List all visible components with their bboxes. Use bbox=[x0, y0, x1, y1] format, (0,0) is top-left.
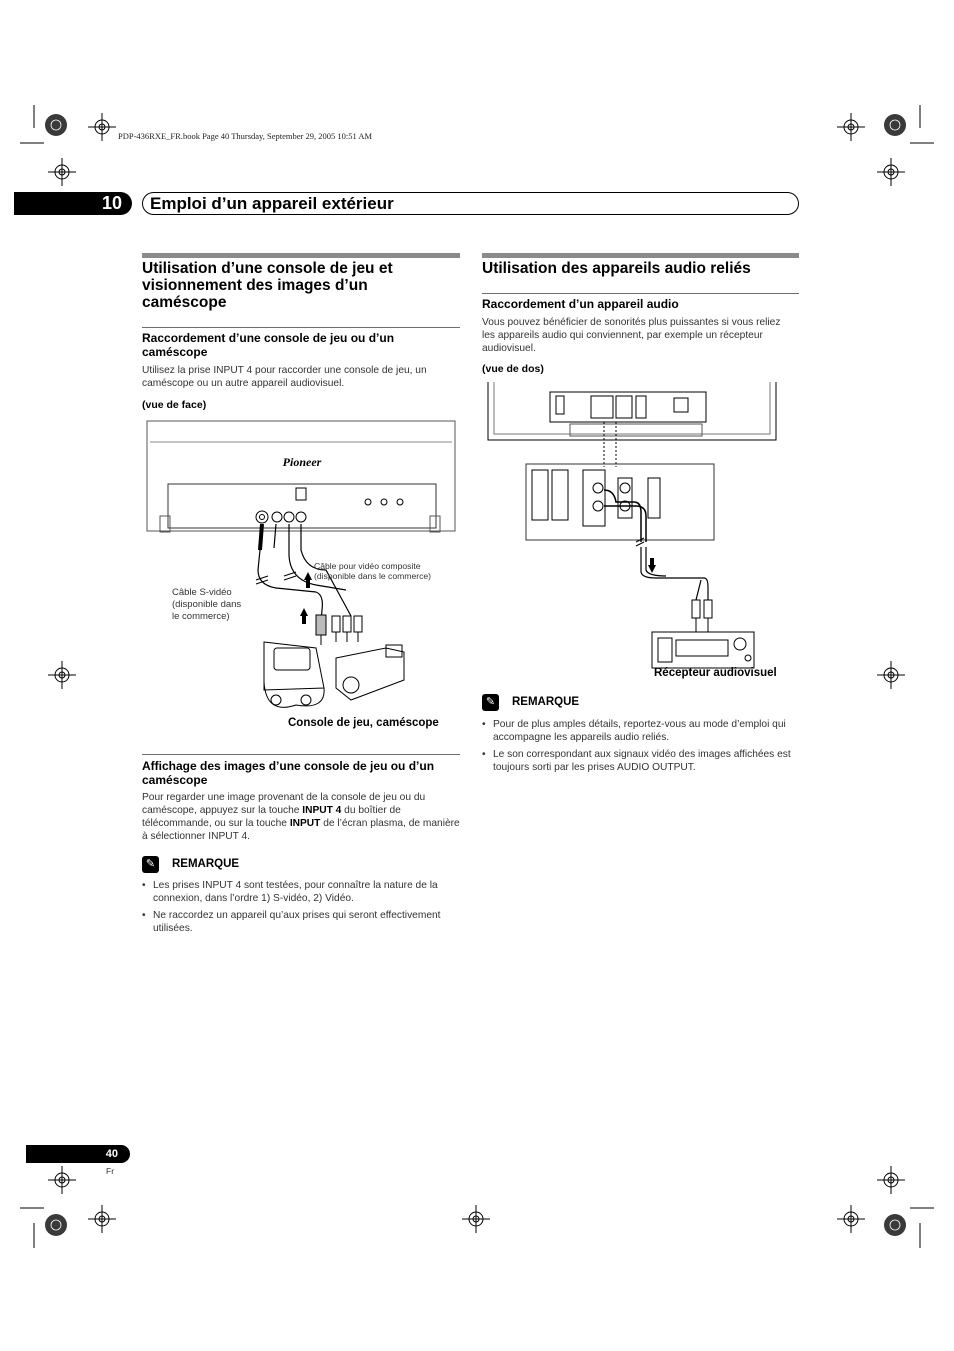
note-label: REMARQUE bbox=[512, 696, 580, 708]
cable-label: Câble pour vidéo composite (disponible dans le commerce) bbox=[314, 561, 432, 581]
crosshair-icon bbox=[877, 158, 905, 186]
section-title: Utilisation des appareils audio reliés bbox=[482, 260, 751, 277]
divider bbox=[142, 327, 460, 328]
list-item: • Pour de plus amples détails, reportez-vous au mode d’emploi qui accompagne les appareils audio reliés. bbox=[482, 718, 799, 744]
page-number: 40 bbox=[26, 1145, 130, 1163]
paragraph: Vous pouvez bénéficier de sonorités plus puissantes si vous reliez les appareils audio qui conviennent, par exemple un récepteur audiovisuel. bbox=[482, 317, 781, 354]
paragraph: Pour regarder une image provenant de la console de jeu ou du caméscope, appuyez sur la touche INPUT 4 du boîtier de télécommande, ou sur la touche INPUT de l’écran plasma, de manière à sélectionner INPUT 4. bbox=[142, 792, 460, 842]
cable-label: Câble S-vidéo (disponible dans le commerce) bbox=[172, 587, 242, 622]
section-bar bbox=[482, 253, 799, 258]
rear-view-diagram bbox=[486, 382, 804, 672]
crosshair-icon bbox=[88, 113, 116, 141]
radial-target-icon bbox=[884, 114, 906, 136]
list-item: • Ne raccordez un appareil qu’aux prises qui seront effectivement utilisées. bbox=[142, 909, 460, 935]
subsection-title: Raccordement d’un appareil audio bbox=[482, 297, 679, 311]
crosshair-icon bbox=[837, 1205, 865, 1233]
chapter-number: 10 bbox=[14, 192, 132, 215]
arrow-up-icon bbox=[304, 572, 312, 588]
divider bbox=[142, 754, 460, 755]
section-bar bbox=[142, 253, 460, 258]
crosshair-icon bbox=[877, 661, 905, 689]
pencil-icon: ✎ bbox=[482, 694, 499, 711]
view-label: (vue de face) bbox=[142, 399, 207, 411]
crosshair-icon bbox=[837, 113, 865, 141]
crosshair-icon bbox=[462, 1205, 490, 1233]
crosshair-icon bbox=[48, 158, 76, 186]
crosshair-icon bbox=[88, 1205, 116, 1233]
brand-logo: Pioneer bbox=[282, 455, 322, 469]
paragraph: Utilisez la prise INPUT 4 pour raccorder une console de jeu, un caméscope ou un autre appareil audiovisuel. bbox=[142, 365, 427, 389]
view-label: (vue de dos) bbox=[482, 363, 544, 375]
subsection-title: Raccordement d’une console de jeu ou d’un caméscope bbox=[142, 331, 395, 359]
device-caption: Récepteur audiovisuel bbox=[654, 667, 777, 679]
arrow-down-icon bbox=[648, 558, 656, 573]
device-caption: Console de jeu, caméscope bbox=[288, 717, 439, 729]
chapter-title: Emploi d’un appareil extérieur bbox=[150, 194, 394, 213]
language-code: Fr bbox=[106, 1166, 115, 1176]
note-list bbox=[482, 718, 799, 778]
arrow-up-icon bbox=[300, 608, 308, 624]
crosshair-icon bbox=[877, 1166, 905, 1194]
subsection-title: Affichage des images d’une console de jeu ou d’un caméscope bbox=[142, 759, 435, 787]
section-title: Utilisation d’une console de jeu et visionnement des images d’un caméscope bbox=[142, 260, 393, 311]
crosshair-icon bbox=[48, 1166, 76, 1194]
list-item: • Les prises INPUT 4 sont testées, pour connaître la nature de la connexion, dans l’ordre 1) S-vidéo, 2) Vidéo. bbox=[142, 879, 460, 905]
radial-target-icon bbox=[45, 1214, 67, 1236]
list-item: • Le son correspondant aux signaux vidéo des images affichées est toujours sorti par les prises AUDIO OUTPUT. bbox=[482, 748, 799, 774]
book-info-line: PDP-436RXE_FR.book Page 40 Thursday, September 29, 2005 10:51 AM bbox=[118, 131, 373, 141]
pencil-icon: ✎ bbox=[142, 856, 159, 873]
note-label: REMARQUE bbox=[172, 858, 240, 870]
crosshair-icon bbox=[48, 661, 76, 689]
radial-target-icon bbox=[45, 114, 67, 136]
divider bbox=[482, 293, 799, 294]
note-list bbox=[142, 879, 460, 939]
radial-target-icon bbox=[884, 1214, 906, 1236]
